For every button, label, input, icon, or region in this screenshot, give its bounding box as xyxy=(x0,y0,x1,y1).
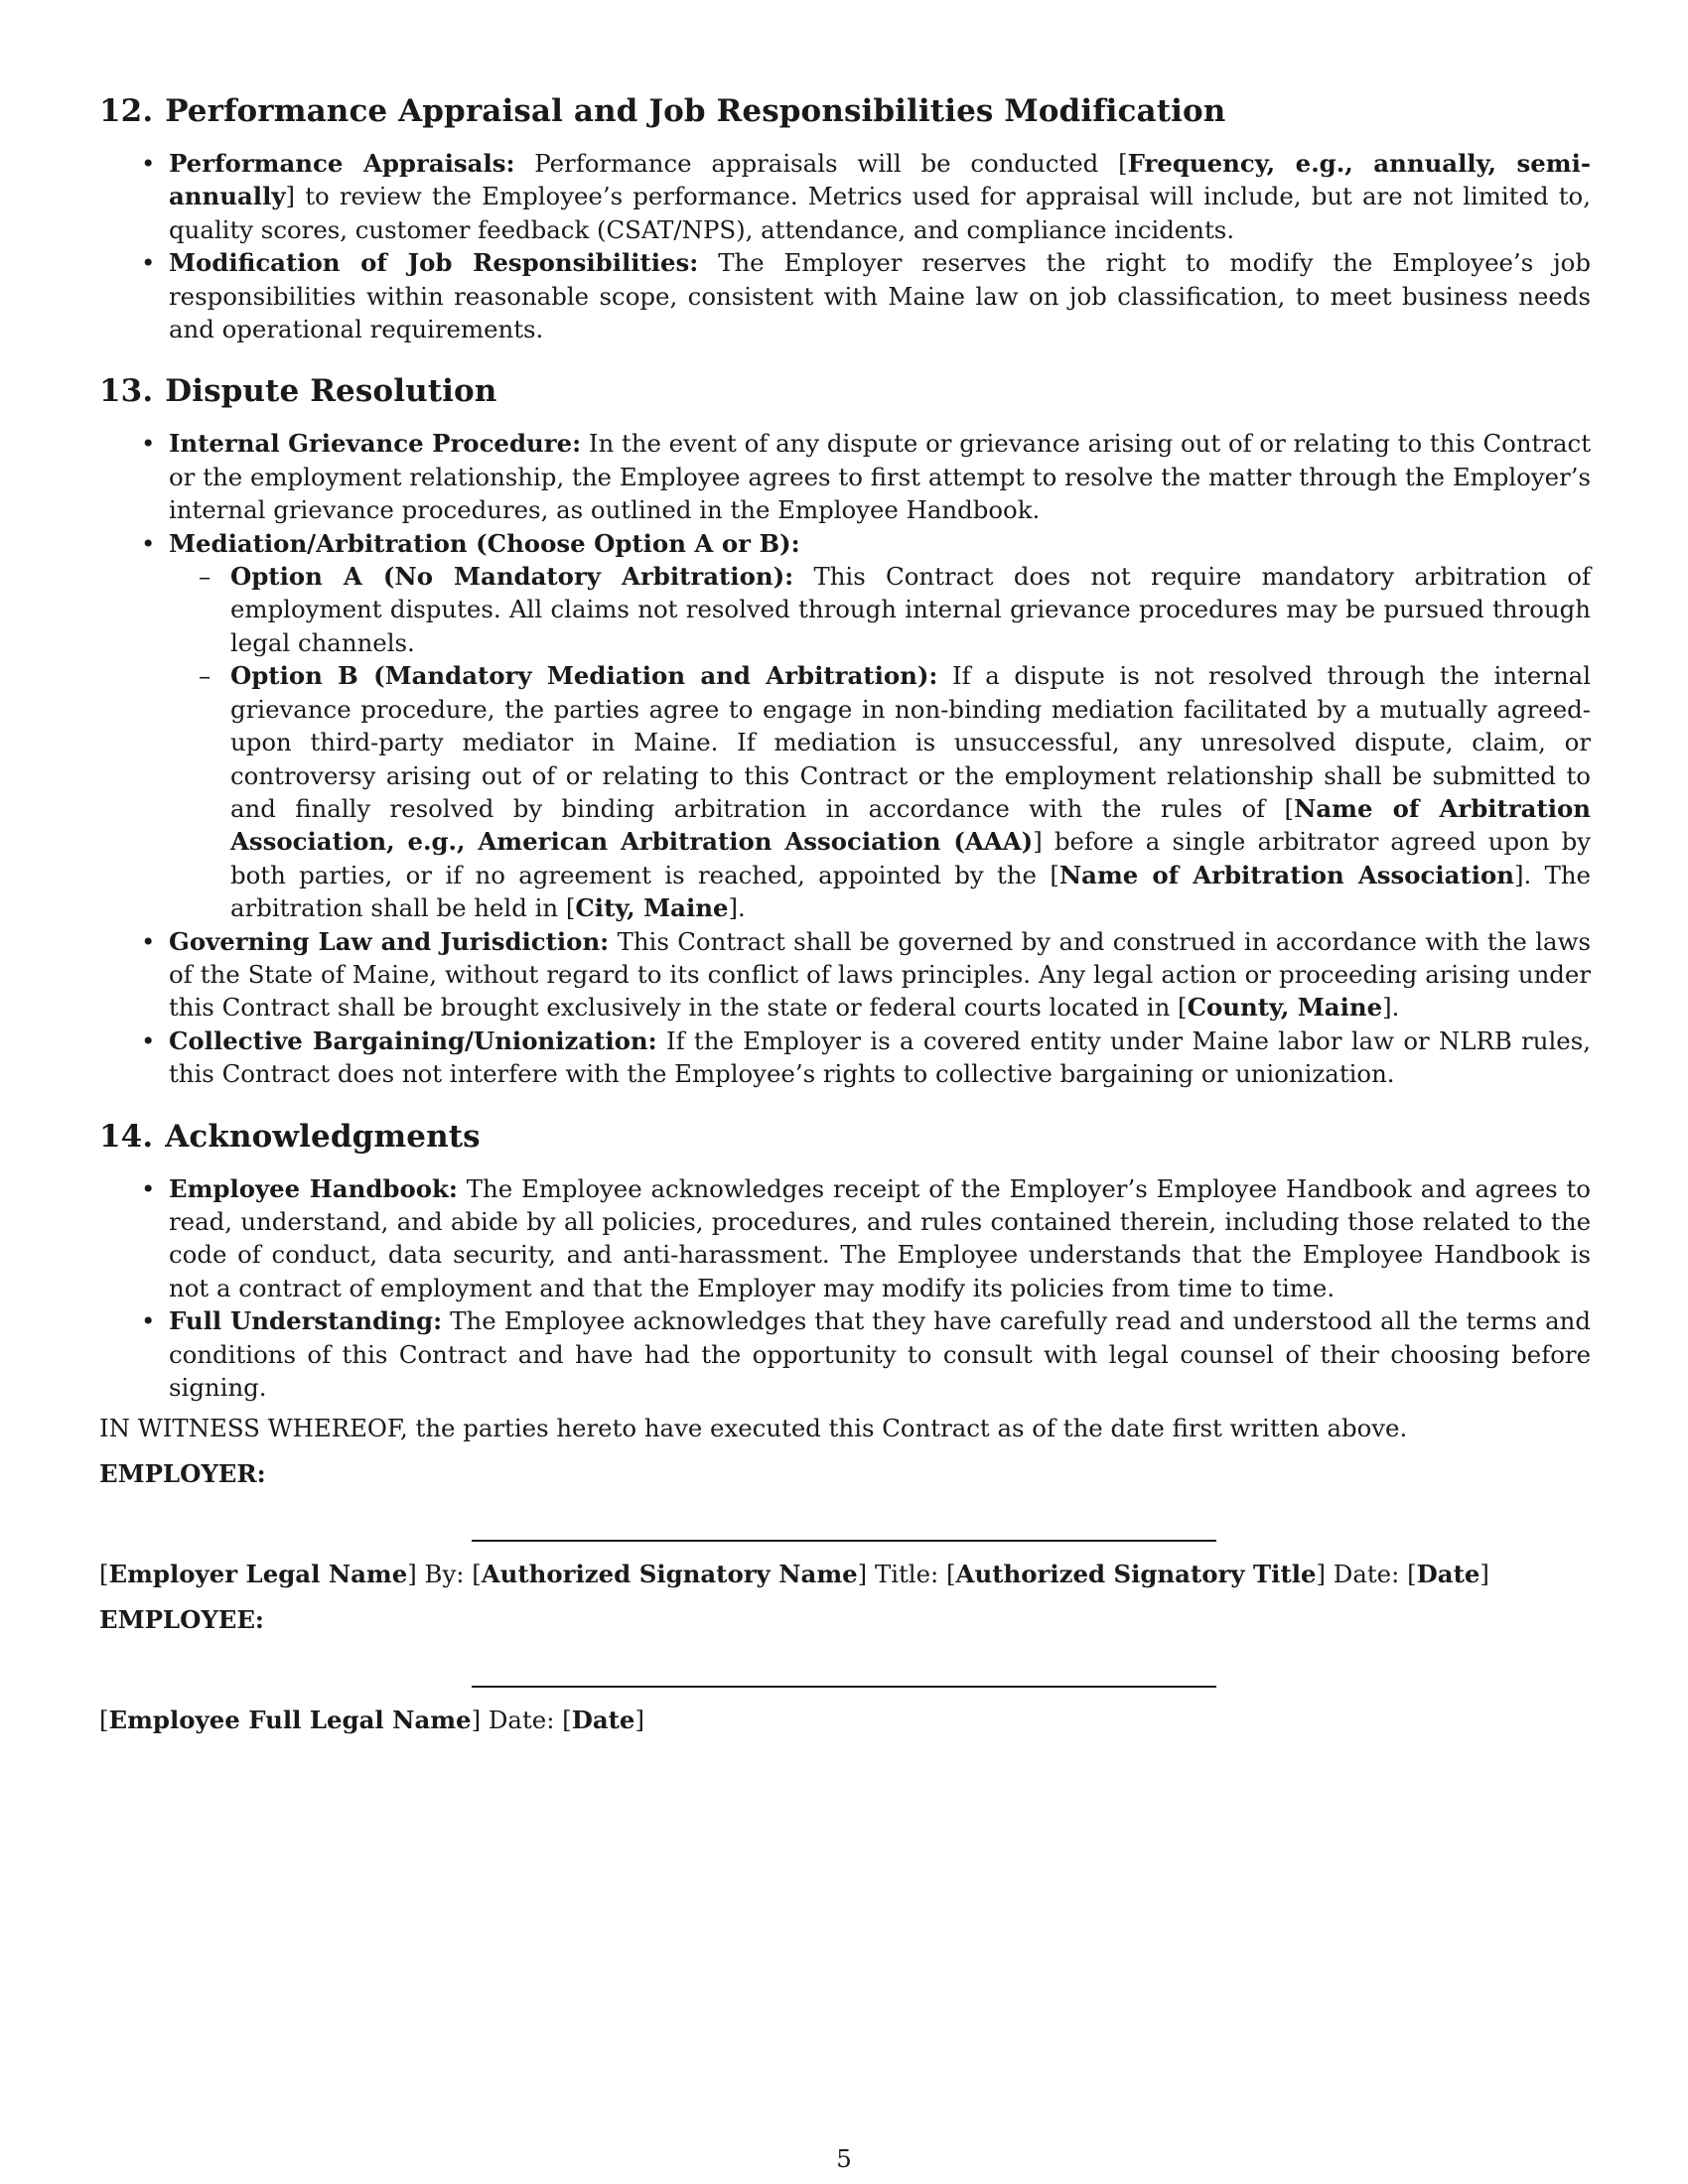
employer-name-placeholder: Employer Legal Name xyxy=(108,1560,408,1589)
list-item-option-b: – Option B (Mandatory Mediation and Arbitration): If a dispute is not resolved through the internal grievance procedure, the parties agree to engage in non-binding mediation facilitated by a mutually agreed-upon third-party mediator in Maine. If mediation is unsuccessful, any unresolved dispute, claim, or controversy arising out of or relating to this Contract or the employment relationship shall be submitted to and finally resolved by binding arbitration in accordance with the rules of [Name of Arbitration Association, e.g., American Arbitration Association (AAA)] before a single arbitrator agreed upon by both parties, or if no agreement is reached, appointed by the [Name of Arbitration Association]. The arbitration shall be held in [City, Maine]. xyxy=(230,659,1591,924)
employer-signature-details: [Employer Legal Name] By: [Authorized Signatory Name] Title: [Authorized Signatory Title] Date: [Date] xyxy=(99,1560,1489,1589)
section-14 xyxy=(99,1117,1591,1405)
document-page xyxy=(99,91,1591,1736)
page-number: 5 xyxy=(836,2144,852,2173)
list-item-performance-appraisals: • Performance Appraisals: Performance appraisals will be conducted [Frequency, e.g., annually, semi-annually] to review the Employee’s performance. Metrics used for appraisal will include, but are not limited to, quality scores, customer feedback (CSAT/NPS), attendance, and compliance incidents. xyxy=(169,147,1591,246)
employee-signature-details: [Employee Full Legal Name] Date: [Date] xyxy=(99,1706,644,1735)
section-heading: 13. Dispute Resolution xyxy=(99,373,497,410)
signatory-title-placeholder: Authorized Signatory Title xyxy=(955,1560,1317,1589)
employee-date-placeholder: Date xyxy=(571,1706,635,1735)
option-list xyxy=(169,560,1591,924)
employer-heading: EMPLOYER: xyxy=(99,1458,266,1488)
section-13 xyxy=(99,371,1591,1090)
employer-date-placeholder: Date xyxy=(1416,1560,1480,1589)
witness-statement: IN WITNESS WHEREOF, the parties hereto have executed this Contract as of the date first written above. xyxy=(99,1414,1408,1443)
section-12 xyxy=(99,91,1591,345)
list-item-job-responsibilities: • Modification of Job Responsibilities: The Employer reserves the right to modify the Employee’s job responsibilities within reasonable scope, consistent with Maine law on job classification, to meet business needs and operational requirements. xyxy=(169,246,1591,345)
employee-signature-line[interactable] xyxy=(472,1686,1216,1688)
bullet-list xyxy=(99,147,1591,345)
employer-signature-line[interactable] xyxy=(472,1540,1216,1542)
list-item-option-a: – Option A (No Mandatory Arbitration): This Contract does not require mandatory arbitration of employment disputes. All claims not resolved through internal grievance procedures may be pursued through legal channels. xyxy=(230,560,1591,659)
list-item-mediation-arbitration: • Mediation/Arbitration (Choose Option A or B): – Option A (No Mandatory Arbitration): This Contract does not require mandatory arbitration of employment disputes. All claims not resolved through internal grievance procedures may be pursued through legal channels. – Option B (Mandatory Mediation and Arbitration): If a dispute is not resolved through the internal grievance procedure, the parties agree to engage in non-binding mediation facilitated by a mutually agreed-upon third-party mediator in Maine. If mediation is unsuccessful, any unresolved dispute, claim, or controversy arising out of or relating to this Contract or the employment relationship shall be submitted to and finally resolved by binding arbitration in accordance with the rules of [Name of Arbitration Association, e.g., American Arbitration Association (AAA)] before a single arbitrator agreed upon by both parties, or if no agreement is reached, appointed by the [Name of Arbitration Association]. The arbitration shall be held in [City, Maine]. xyxy=(169,527,1591,925)
signatory-name-placeholder: Authorized Signatory Name xyxy=(481,1560,858,1589)
section-heading: 12. Performance Appraisal and Job Responsibilities Modification xyxy=(99,93,1226,129)
list-item-governing-law: • Governing Law and Jurisdiction: This Contract shall be governed by and construed in accordance with the laws of the State of Maine, without regard to its conflict of laws principles. Any legal action or proceeding arising under this Contract shall be brought exclusively in the state or federal courts located in [County, Maine]. xyxy=(169,925,1591,1024)
bullet-list xyxy=(99,1172,1591,1405)
list-item-full-understanding: • Full Understanding: The Employee acknowledges that they have carefully read and understood all the terms and conditions of this Contract and have had the opportunity to consult with legal counsel of their choosing before signing. xyxy=(169,1304,1591,1404)
list-item-collective-bargaining: • Collective Bargaining/Unionization: If the Employer is a covered entity under Maine labor law or NLRB rules, this Contract does not interfere with the Employee’s rights to collective bargaining or unionization. xyxy=(169,1024,1591,1091)
section-heading: 14. Acknowledgments xyxy=(99,1118,481,1155)
list-item-internal-grievance: • Internal Grievance Procedure: In the event of any dispute or grievance arising out of or relating to this Contract or the employment relationship, the Employee agrees to first attempt to resolve the matter through the Employer’s internal grievance procedures, as outlined in the Employee Handbook. xyxy=(169,427,1591,526)
employee-heading: EMPLOYEE: xyxy=(99,1604,264,1634)
employee-name-placeholder: Employee Full Legal Name xyxy=(108,1706,472,1735)
bullet-list xyxy=(99,427,1591,1090)
list-item-employee-handbook: • Employee Handbook: The Employee acknowledges receipt of the Employer’s Employee Handbook and agrees to read, understand, and abide by all policies, procedures, and rules contained therein, including those related to the code of conduct, data security, and anti-harassment. The Employee understands that the Employee Handbook is not a contract of employment and that the Employer may modify its policies from time to time. xyxy=(169,1172,1591,1305)
